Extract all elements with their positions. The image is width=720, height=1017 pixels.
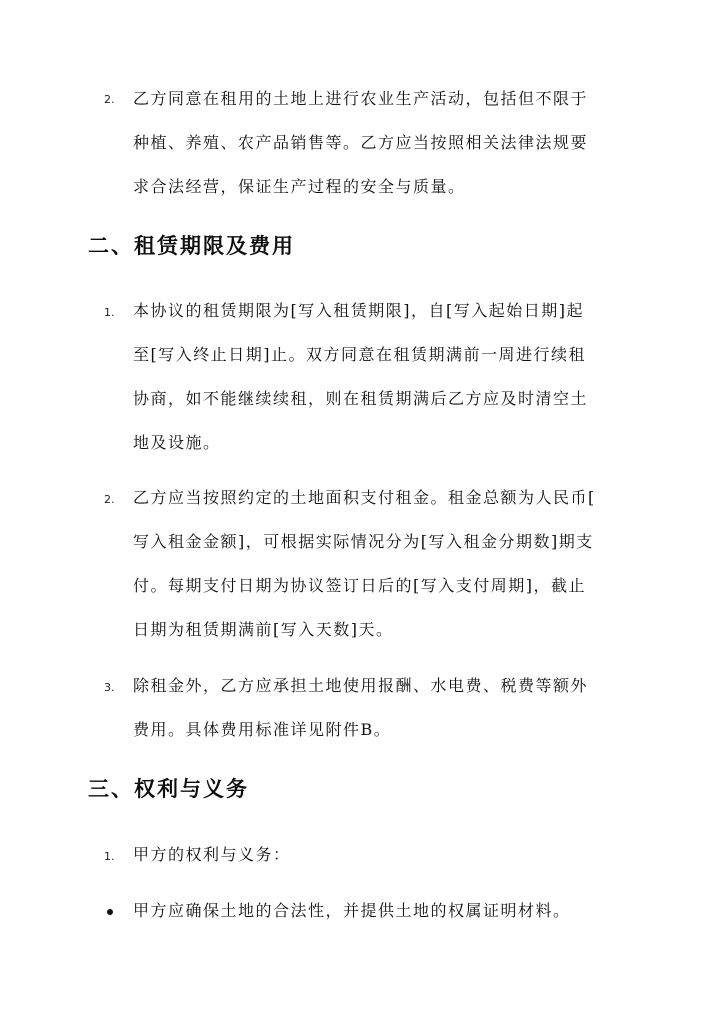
paragraph-line: 甲方的权利与义务： (133, 845, 291, 864)
section-heading-lease-term: 二、租赁期限及费用 (88, 233, 295, 258)
section-heading-rights: 三、权利与义务 (88, 776, 249, 801)
list-marker: 2. (104, 493, 115, 506)
paragraph-line: 付。每期支付日期为协议签订日后的[写入支付周期]，截止 (133, 576, 586, 595)
paragraph-line: 种植、养殖、农产品销售等。乙方应当按照相关法律法规要 (133, 133, 589, 152)
paragraph-line: 乙方同意在租用的土地上进行农业生产活动，包括但不限于 (133, 89, 589, 108)
paragraph-line: 地及设施。 (133, 433, 221, 452)
paragraph-line: 除租金外，乙方应承担土地使用报酬、水电费、税费等额外 (133, 676, 589, 695)
paragraph-line: 乙方应当按照约定的土地面积支付租金。租金总额为人民币[ (133, 488, 596, 507)
paragraph-line: 求合法经营，保证生产过程的安全与质量。 (133, 177, 466, 196)
bullet-icon (107, 909, 113, 915)
paragraph-line: 甲方应确保土地的合法性，并提供土地的权属证明材料。 (133, 901, 571, 920)
paragraph-line: 写入租金金额]，可根据实际情况分为[写入租金分期数]期支 (133, 532, 594, 551)
list-marker: 3. (104, 681, 115, 694)
list-marker: 1. (104, 850, 115, 863)
paragraph-line: 日期为租赁期满前[写入天数]天。 (133, 620, 394, 639)
paragraph-line: 本协议的租赁期限为[写入租赁期限]，自[写入起始日期]起 (133, 301, 584, 320)
list-marker: 2. (104, 93, 115, 106)
paragraph-line: 至[写入终止日期]止。双方同意在租赁期满前一周进行续租 (133, 345, 586, 364)
paragraph-line: 协商，如不能继续续租，则在租赁期满后乙方应及时清空土 (133, 389, 589, 408)
paragraph-line: 费用。具体费用标准详见附件B。 (133, 720, 392, 739)
list-marker: 1. (104, 306, 115, 319)
